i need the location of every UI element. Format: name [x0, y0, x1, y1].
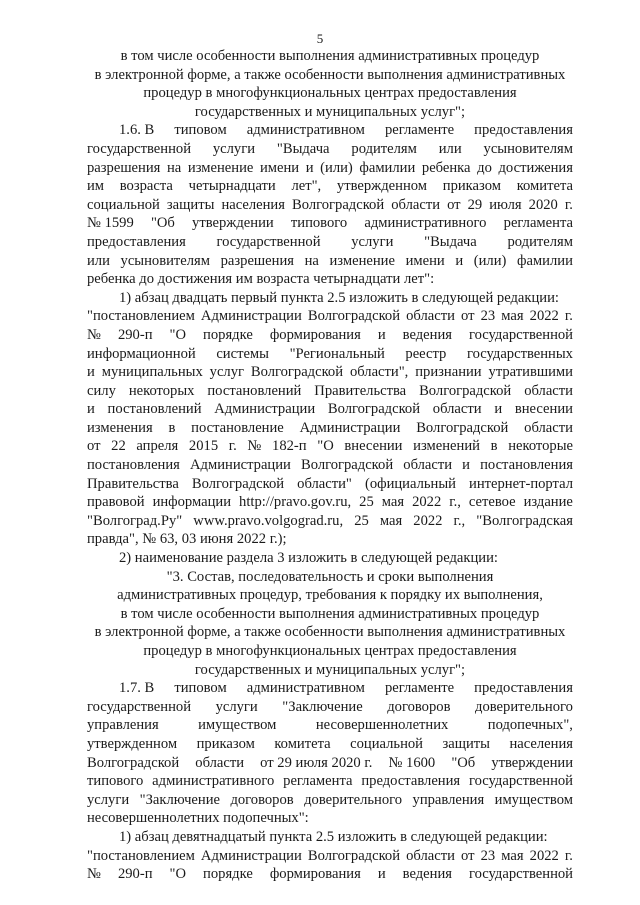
word: утверждении	[491, 754, 573, 771]
word: интернет-портал	[469, 475, 573, 492]
word: до	[477, 159, 492, 176]
word: предоставления	[474, 122, 573, 139]
word: утратившими	[488, 364, 573, 381]
text-line	[87, 345, 573, 364]
text-line	[87, 196, 573, 215]
word: и	[377, 326, 386, 343]
word: имени	[405, 252, 445, 269]
word: административном	[246, 122, 365, 139]
word: г.	[564, 847, 573, 864]
word: изменений	[413, 438, 480, 455]
word: типовом	[174, 680, 227, 697]
word: области",	[349, 364, 409, 381]
text-line	[87, 121, 573, 140]
word: 23	[480, 308, 496, 325]
word: 290-п	[117, 326, 153, 343]
paragraph	[87, 121, 573, 288]
word: "Заключение	[282, 698, 363, 715]
word: типовом	[174, 122, 227, 139]
paragraph	[87, 679, 573, 828]
word: на	[304, 252, 319, 269]
word: утверждении	[192, 215, 274, 232]
word: системы	[216, 345, 269, 362]
word: апреля	[136, 438, 179, 455]
word: управления	[87, 717, 159, 734]
word: 25	[354, 512, 369, 529]
word: постановлений	[107, 401, 202, 418]
text-line	[87, 159, 573, 178]
word: постановление	[191, 419, 284, 436]
word: предоставления	[87, 233, 186, 250]
word: предоставления	[474, 680, 573, 697]
word: признании	[415, 364, 482, 381]
word: "Выдача	[276, 140, 330, 157]
word: мая	[501, 308, 524, 325]
word: 2022	[413, 512, 443, 529]
text-line	[87, 326, 573, 345]
word: 290-п	[117, 866, 153, 883]
word: комитета	[274, 735, 331, 752]
word: и	[462, 457, 470, 474]
word: некоторых	[128, 382, 195, 399]
word: порядке	[203, 326, 253, 343]
word: постановлений	[207, 382, 302, 399]
word: усыновителям	[120, 252, 210, 269]
word: области"	[297, 475, 352, 492]
text-line	[87, 400, 573, 419]
word: постановления	[480, 457, 573, 474]
word: услуги	[215, 698, 258, 715]
word: (или)	[473, 252, 507, 269]
text-line: 1) абзац девятнадцатый пункта 2.5 изложить в следующей редакции:	[119, 828, 548, 845]
word: Волгоградской	[191, 475, 285, 492]
word: "Волгоградская	[476, 512, 573, 529]
word: издание	[523, 494, 573, 511]
word: услуги	[87, 791, 130, 808]
word: от 29 июля 2020 г.	[260, 754, 373, 771]
word: несовершеннолетних	[315, 717, 449, 734]
word: г.	[564, 308, 573, 325]
word: Администрации	[299, 419, 401, 436]
text-line	[87, 735, 573, 754]
word: комитета	[516, 178, 573, 195]
word: четырнадцати	[188, 178, 276, 195]
word: приказом	[196, 735, 255, 752]
word: защиты	[442, 735, 490, 752]
word: родителям	[507, 233, 573, 250]
text-line: государственных и муниципальных услуг";	[194, 661, 466, 678]
section-heading	[87, 47, 573, 121]
word: возраста	[119, 178, 173, 195]
word: фамилии	[359, 159, 416, 176]
text-line: ребенка до достижения им возраста четырнадцати лет":	[87, 271, 435, 288]
word: в	[168, 419, 176, 436]
word: услуги	[351, 233, 394, 250]
text-line	[87, 847, 573, 866]
word: регламенте	[384, 680, 455, 697]
word: информационной	[87, 345, 196, 362]
text-line	[87, 177, 573, 196]
word: № 1599	[87, 215, 134, 232]
word: Волгоградской	[292, 196, 385, 213]
word: Волгоградской	[87, 754, 180, 771]
text-line	[87, 307, 573, 326]
text-line	[87, 140, 573, 159]
word: услуги	[212, 140, 256, 157]
word: и	[87, 364, 95, 381]
word: достижения	[498, 159, 573, 176]
word: мая	[381, 494, 405, 511]
word: мая	[379, 512, 403, 529]
word: или	[438, 140, 462, 157]
word: 2015	[188, 438, 219, 455]
word: 2022	[412, 494, 442, 511]
word: 2022	[529, 308, 559, 325]
word: изменение	[329, 252, 395, 269]
word: государственной	[216, 233, 321, 250]
text-line	[87, 493, 573, 512]
text-line: несовершеннолетних подопечных":	[87, 810, 309, 827]
word: от	[87, 438, 101, 455]
text-line: государственных и муниципальных услуг";	[194, 103, 466, 120]
word: государственной	[87, 698, 192, 715]
word: области	[524, 419, 573, 436]
word: (или)	[320, 159, 353, 176]
text-line: "3. Состав, последовательность и сроки выполнения	[166, 568, 494, 585]
word: Волгоградской	[416, 419, 509, 436]
word: и	[87, 401, 95, 418]
text-line: в том числе особенности выполнения административных процедур	[120, 605, 540, 622]
word: формирования	[269, 866, 361, 883]
word: договоров	[230, 791, 294, 808]
word: на	[166, 159, 182, 176]
text-line: в электронной форме, а также особенности выполнения административных	[94, 66, 566, 83]
word: "Волгоград.Ру"	[87, 512, 183, 529]
text-line: правда", № 63, 03 июня 2022 г.);	[87, 531, 287, 548]
word: ведения	[402, 866, 452, 883]
word: разрешения	[87, 159, 161, 176]
word: "Об	[451, 754, 476, 771]
word: "Об	[150, 215, 175, 232]
page-number: 5	[316, 31, 324, 46]
text-line	[87, 456, 573, 475]
word: подопечных",	[487, 717, 573, 734]
word: "О	[169, 866, 187, 883]
word: http://pravo.gov.ru,	[239, 494, 352, 511]
word: приказом	[442, 178, 501, 195]
word: 29	[467, 196, 483, 213]
word: 22	[111, 438, 126, 455]
word: Правительства	[314, 382, 407, 399]
text-line	[87, 252, 573, 271]
word: фамилии	[517, 252, 573, 269]
word: им	[87, 178, 105, 195]
word: 1.7. В	[119, 680, 155, 697]
word: договоров	[387, 698, 451, 715]
word: области	[406, 847, 455, 864]
text-line	[87, 419, 573, 438]
word: государственной	[468, 866, 573, 883]
text-line	[87, 214, 573, 233]
word: внесении	[344, 438, 403, 455]
word: услуг	[209, 364, 244, 381]
word: Волгоградской	[307, 308, 401, 325]
text-line	[87, 716, 573, 735]
word: государственной	[468, 773, 573, 790]
word: и	[377, 866, 386, 883]
paragraph	[87, 828, 573, 884]
text-line: процедур в многофункциональных центрах предоставления	[143, 85, 517, 102]
word: Волгоградской	[327, 401, 421, 418]
word: административном	[246, 680, 365, 697]
word: административного	[364, 215, 487, 232]
word: доверительного	[304, 791, 403, 808]
word: изменения	[87, 419, 153, 436]
word: населения	[221, 196, 285, 213]
text-line: в электронной форме, а также особенности выполнения административных	[94, 624, 566, 641]
text-line	[87, 437, 573, 456]
word: г.	[228, 438, 237, 455]
word: "постановлением	[87, 847, 195, 864]
word: 1.6. В	[119, 122, 155, 139]
word: от	[447, 196, 461, 213]
word: Волгоградской	[307, 847, 401, 864]
word: порядке	[203, 866, 253, 883]
text-line: административных процедур, требования к порядку их выполнения,	[117, 587, 543, 604]
word: www.pravo.volgograd.ru,	[193, 512, 344, 529]
word: имени	[259, 159, 300, 176]
word: области	[406, 308, 455, 325]
word: регламента	[283, 773, 353, 790]
word: предоставления	[361, 773, 461, 790]
text-line	[87, 382, 573, 401]
word: утвержденном	[336, 178, 428, 195]
word: Волгоградской	[419, 382, 512, 399]
word: типового	[87, 773, 144, 790]
word: усыновителям	[483, 140, 573, 157]
word: 182-п	[272, 438, 307, 455]
word: от	[461, 847, 475, 864]
word: ребенка	[421, 159, 471, 176]
word: "Региональный	[289, 345, 385, 362]
text-line	[87, 754, 573, 773]
word: №	[87, 866, 101, 883]
word: 23	[480, 847, 496, 864]
word: г.	[564, 196, 573, 213]
word: области	[524, 382, 573, 399]
word: 2022	[529, 847, 559, 864]
word: Правительства	[87, 475, 179, 492]
word: имуществом	[494, 791, 573, 808]
word: Волгоградской	[250, 364, 344, 381]
text-line	[87, 233, 573, 252]
word: области	[391, 196, 441, 213]
word: некоторые	[508, 438, 573, 455]
word: сетевое	[468, 494, 516, 511]
text-line: 1) абзац двадцать первый пункта 2.5 изложить в следующей редакции:	[119, 289, 559, 306]
word: Администрации	[200, 847, 302, 864]
word: от	[461, 308, 475, 325]
word: постановления	[87, 457, 180, 474]
word: № 1600	[388, 754, 436, 771]
word: "О	[169, 326, 187, 343]
word: внесении	[514, 401, 573, 418]
text-line	[87, 865, 573, 884]
paragraph	[87, 289, 573, 549]
word: 2020	[528, 196, 558, 213]
word: г.,	[449, 494, 461, 511]
text-line	[87, 475, 573, 494]
word: государственной	[468, 326, 573, 343]
word: социальной	[87, 196, 160, 213]
word: или	[87, 252, 110, 269]
word: ведения	[402, 326, 452, 343]
text-line	[87, 698, 573, 717]
word: Волгоградской	[300, 457, 394, 474]
text-line	[87, 363, 573, 382]
word: формирования	[269, 326, 361, 343]
word: разрешения	[220, 252, 294, 269]
word: лет",	[291, 178, 322, 195]
text-line: 2) наименование раздела 3 изложить в следующей редакции:	[119, 550, 498, 567]
word: защиты	[166, 196, 215, 213]
word: Администрации	[200, 308, 302, 325]
word: "Заключение	[139, 791, 220, 808]
word: и	[494, 401, 503, 418]
word: области	[432, 401, 482, 418]
word: утвержденном	[87, 735, 178, 752]
text-line	[87, 679, 573, 698]
word: типового	[290, 215, 348, 232]
word: муниципальных	[101, 364, 203, 381]
paragraph	[87, 549, 573, 568]
word: реестр	[405, 345, 447, 362]
word: г.,	[453, 512, 466, 529]
word: мая	[501, 847, 524, 864]
word: Администрации	[190, 457, 291, 474]
word: области	[403, 457, 453, 474]
word: в	[490, 438, 498, 455]
text-line	[87, 512, 573, 531]
word: Администрации	[214, 401, 316, 418]
word: информации	[152, 494, 232, 511]
word: №	[87, 326, 101, 343]
word: родителям	[351, 140, 417, 157]
text-line: процедур в многофункциональных центрах предоставления	[143, 643, 517, 659]
word: "О	[317, 438, 334, 455]
word: социальной	[350, 735, 423, 752]
section-heading	[87, 568, 573, 680]
word: управления	[412, 791, 485, 808]
word: регламенте	[384, 122, 455, 139]
word: имуществом	[198, 717, 277, 734]
word: 25	[359, 494, 374, 511]
document-body	[87, 47, 573, 884]
text-line	[87, 772, 573, 791]
word: области	[195, 754, 245, 771]
word: регламента	[503, 215, 573, 232]
word: государственной	[87, 140, 192, 157]
word: и	[455, 252, 464, 269]
word: и	[305, 159, 314, 176]
word: правовой	[87, 494, 145, 511]
word: №	[247, 438, 262, 455]
text-line: в том числе особенности выполнения административных процедур	[120, 48, 540, 64]
word: доверительного	[475, 698, 573, 715]
word: административного	[152, 773, 275, 790]
word: изменение	[187, 159, 254, 176]
word: "постановлением	[87, 308, 195, 325]
word: населения	[509, 735, 573, 752]
word: силу	[87, 382, 116, 399]
word: государственных	[466, 345, 573, 362]
word: (официальный	[364, 475, 456, 492]
word: июля	[489, 196, 522, 213]
text-line	[87, 791, 573, 810]
word: "Выдача	[424, 233, 477, 250]
